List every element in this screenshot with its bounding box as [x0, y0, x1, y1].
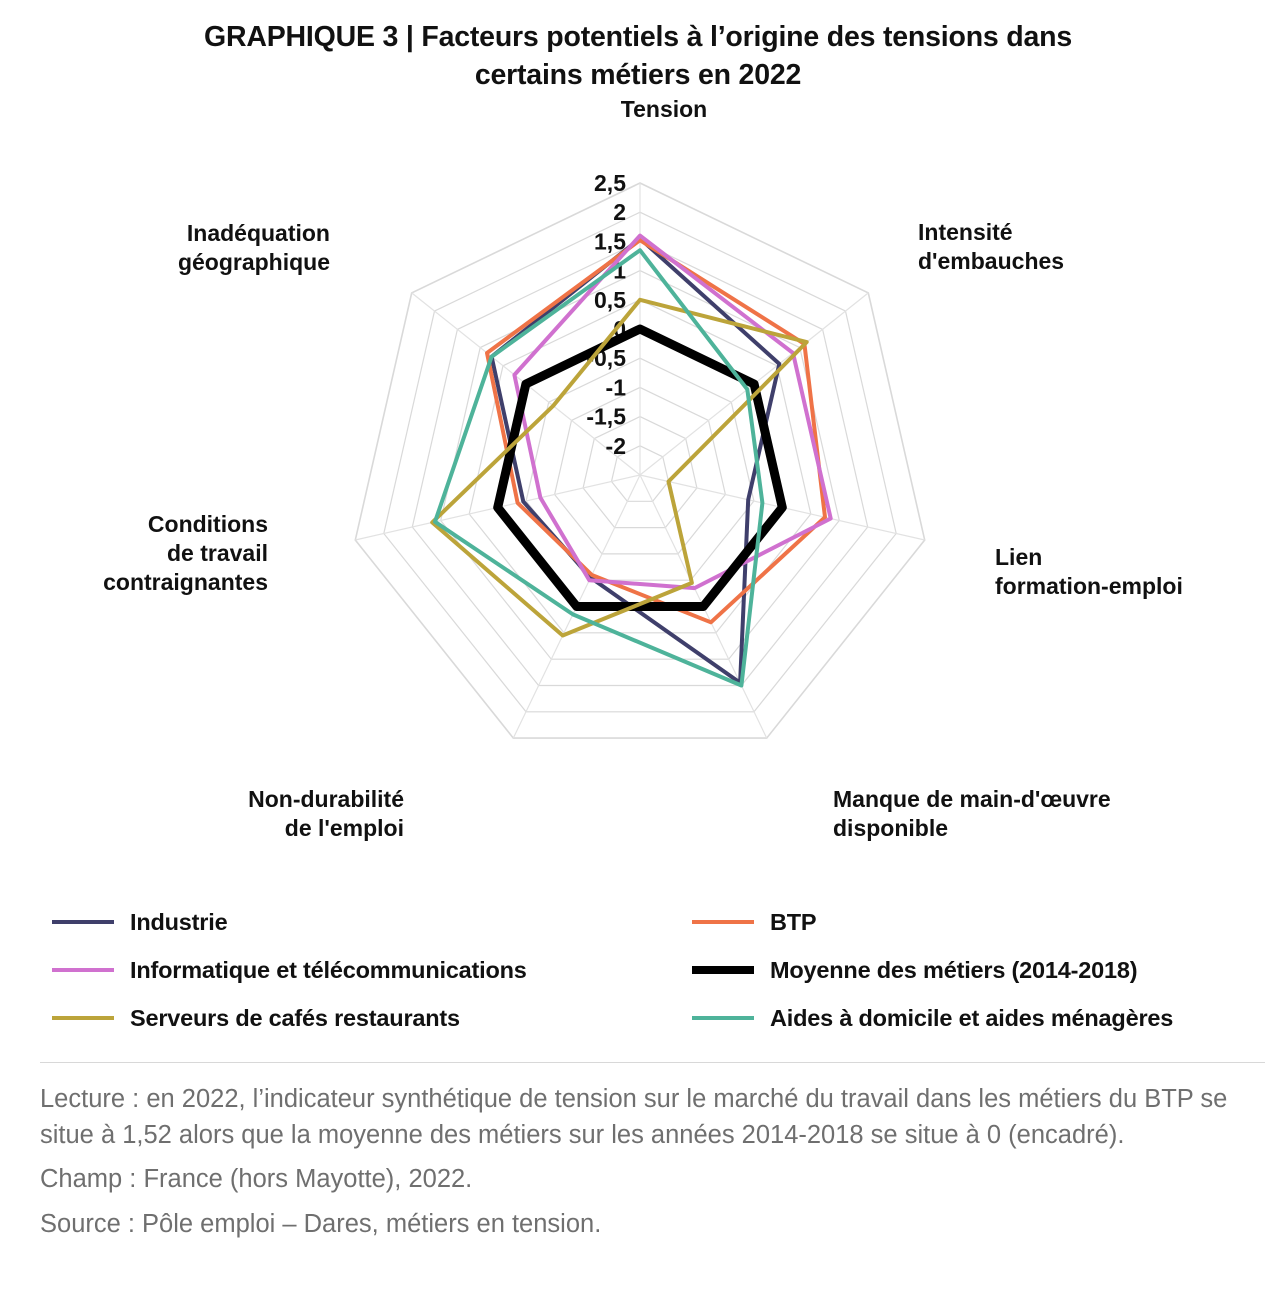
tick-label: 2,5	[594, 169, 626, 196]
axis-label: Manque de main-d'œuvre disponible	[833, 785, 1111, 841]
page-title	[0, 0, 1280, 95]
legend-item[interactable]	[692, 909, 1267, 936]
tick-label: -1,5	[586, 403, 626, 430]
note-lecture	[40, 1081, 1265, 1153]
legend-item[interactable]	[692, 1005, 1267, 1032]
axis-label: Inadéquation géographique	[177, 219, 330, 275]
tick-label: 1	[613, 257, 626, 284]
legend-swatch	[692, 1016, 754, 1020]
axis-label: Intensité d'embauches	[918, 218, 1065, 274]
legend-label: Informatique et télécommunications	[130, 956, 527, 983]
tick-label: 0,5	[594, 286, 626, 313]
axis-label: Conditions de travail contraignantes	[103, 510, 268, 595]
legend-label: BTP	[770, 908, 817, 935]
note-lecture-label: Lecture :	[40, 1085, 140, 1113]
note-champ-label: Champ :	[40, 1165, 137, 1194]
legend-label: Aides à domicile et aides ménagères	[770, 1004, 1174, 1031]
note-source-label: Source :	[40, 1209, 135, 1238]
radar-chart	[0, 95, 1280, 885]
legend-label: Serveurs de cafés restaurants	[130, 1004, 460, 1031]
page-title-line2: certains métiers en 2022	[474, 59, 802, 92]
chart-legend	[52, 898, 1267, 1042]
legend-swatch	[692, 966, 754, 974]
tick-label: -1	[605, 374, 626, 401]
note-champ-text: France (hors Mayotte), 2022.	[136, 1165, 473, 1194]
page-title-line1: GRAPHIQUE 3 | Facteurs potentiels à l’origine des tensions dans	[204, 21, 1072, 53]
legend-item[interactable]	[52, 957, 692, 984]
series-polygon	[514, 236, 830, 588]
tick-label: 0	[613, 315, 626, 342]
axis-label: Lien formation-emploi	[995, 543, 1183, 599]
radar-series	[432, 236, 831, 686]
series-polygon	[487, 240, 825, 622]
axis-labels	[103, 96, 1183, 841]
note-source-text: Pôle emploi – Dares, métiers en tension.	[134, 1209, 602, 1238]
legend-swatch	[52, 920, 114, 924]
radial-tick-labels	[586, 170, 626, 459]
chart-notes	[40, 1062, 1265, 1250]
tick-label: 1,5	[594, 228, 626, 255]
legend-item[interactable]	[692, 957, 1267, 984]
radar-gridlines	[355, 183, 924, 738]
legend-item[interactable]	[52, 1005, 692, 1032]
legend-label: Industrie	[130, 908, 228, 935]
axis-label: Non-durabilité de l'emploi	[248, 785, 404, 841]
legend-swatch	[692, 920, 754, 924]
legend-label: Moyenne des métiers (2014-2018)	[770, 956, 1138, 983]
note-lecture-text: en 2022, l’indicateur synthétique de tension sur le marché du travail dans les métiers du BTP se situe à 1,52 alors que la moyenne des métiers sur les années 2014-2018 se situe à 0 (encadré).	[40, 1085, 1228, 1150]
note-source	[40, 1206, 1265, 1242]
legend-swatch	[52, 968, 114, 972]
legend-item[interactable]	[52, 909, 692, 936]
note-champ	[40, 1161, 1265, 1197]
tick-label: -2	[605, 432, 626, 459]
tick-label: 2	[613, 199, 626, 226]
axis-label: Tension	[620, 95, 708, 122]
radar-chart-svg	[0, 95, 1280, 885]
legend-swatch	[52, 1016, 114, 1020]
tick-label: -0,5	[586, 345, 626, 372]
